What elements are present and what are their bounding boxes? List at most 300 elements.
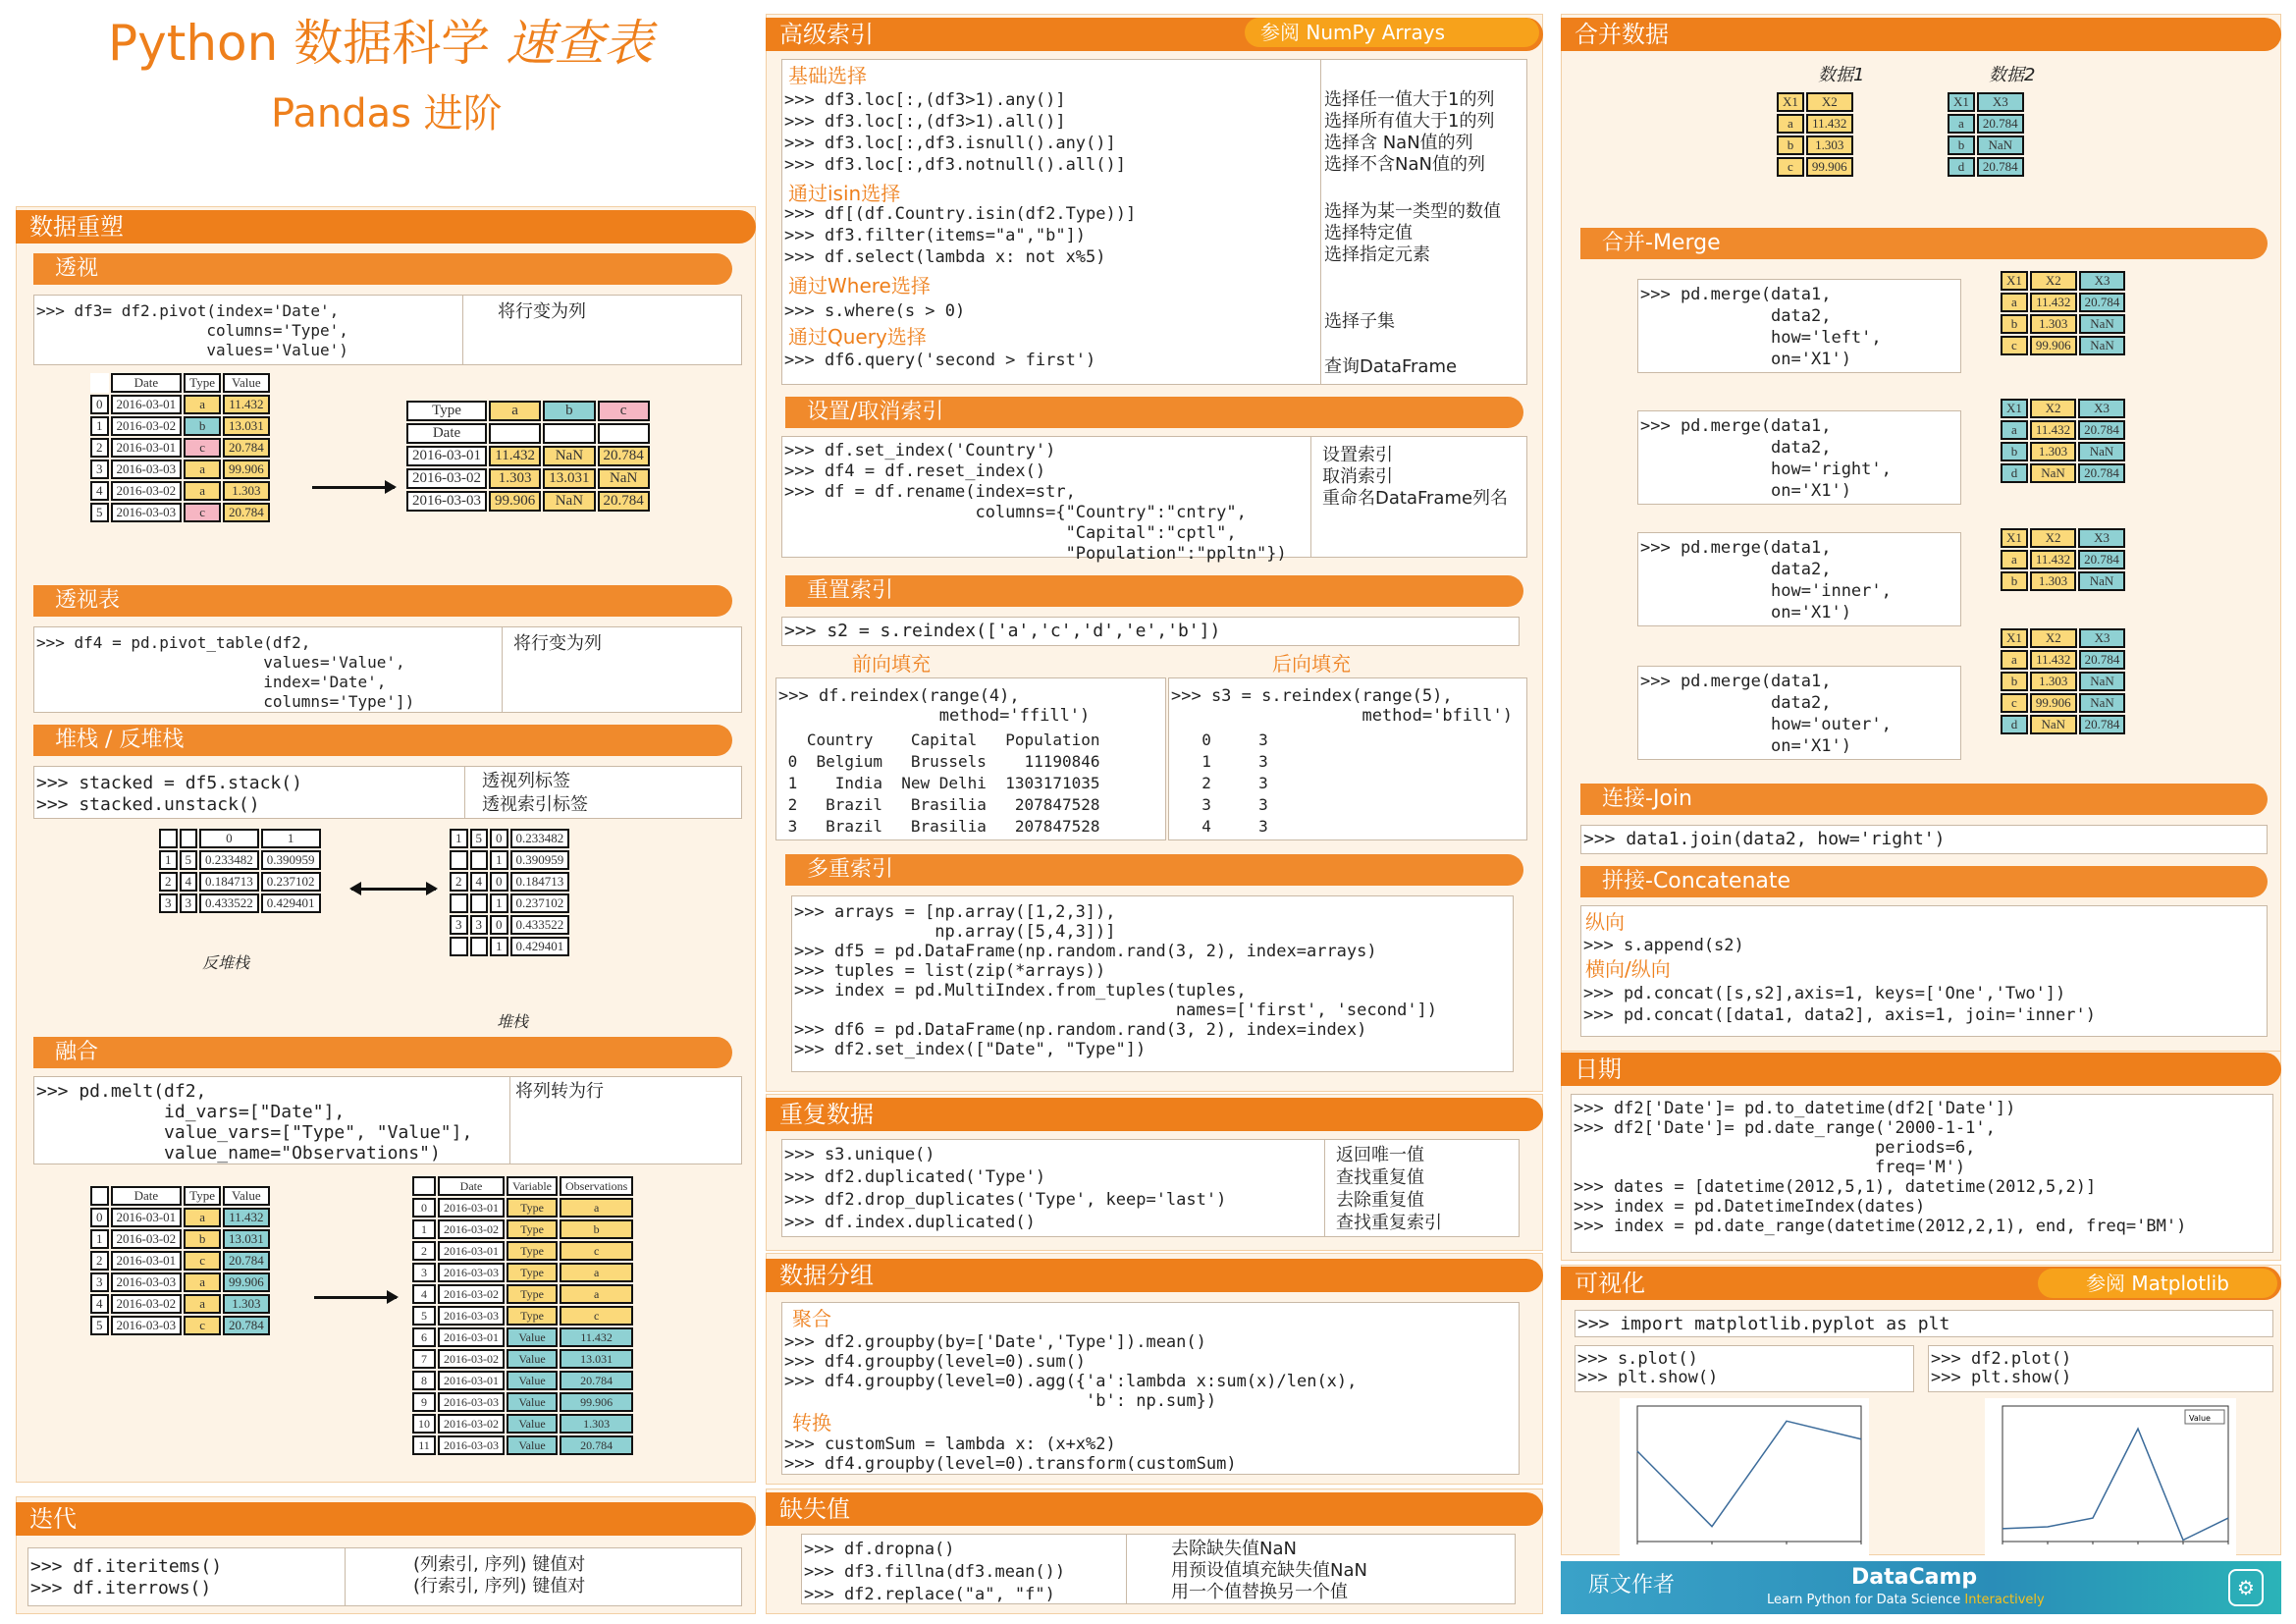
table-cell: b xyxy=(2001,571,2028,591)
setidx-note: 设置索引 取消索引 重命名DataFrame列名 xyxy=(1322,445,1509,509)
table-cell xyxy=(412,1176,436,1196)
bfill-label: 后向填充 xyxy=(1272,652,1351,676)
table-cell: c xyxy=(2001,336,2028,355)
row-index: 3 xyxy=(90,460,109,479)
type-cell: c xyxy=(184,438,221,458)
variable-cell: Value xyxy=(507,1435,558,1455)
table-row xyxy=(412,1435,633,1455)
group-box xyxy=(781,1302,1520,1475)
stack-note-2: 透视索引标签 xyxy=(482,794,588,815)
date-cell: 2016-03-02 xyxy=(438,1219,505,1239)
table-cell: 20.784 xyxy=(2078,550,2125,569)
column-header: Date xyxy=(111,1186,183,1206)
dates-header: 日期 xyxy=(1561,1053,2281,1086)
type-cell: c xyxy=(184,503,221,522)
row-index xyxy=(450,937,468,956)
numpy-ref-link[interactable]: 参阅 NumPy Arrays xyxy=(1245,18,1539,47)
column-header: Date xyxy=(438,1176,505,1196)
merge-code-box xyxy=(1637,666,1961,760)
value-cell: 20.784 xyxy=(223,1316,270,1335)
variable-cell: Value xyxy=(507,1414,558,1434)
merge-code-box xyxy=(1637,532,1961,626)
pivot-table-code: >>> df4 = pd.pivot_table(df2, values='Value', index='Date', columns='Type']) xyxy=(36,633,415,711)
table-row xyxy=(406,468,650,489)
row-index: 0 xyxy=(90,395,109,414)
table-row xyxy=(90,1294,270,1314)
value-cell: 1.303 xyxy=(223,481,270,501)
row-index: 4 xyxy=(470,872,489,892)
row-index: 2 xyxy=(90,1251,109,1271)
table-row xyxy=(90,1272,270,1292)
date-cell: 2016-03-03 xyxy=(438,1435,505,1455)
table-cell: 20.784 xyxy=(2079,293,2126,312)
row-index: 4 xyxy=(180,872,198,892)
type-cell: a xyxy=(184,481,221,501)
table-row xyxy=(406,401,650,421)
table-cell: 11.432 xyxy=(1806,114,1853,134)
variable-cell: Value xyxy=(507,1371,558,1390)
row-index: 1 xyxy=(490,937,508,956)
dup-code: >>> s3.unique() >>> df2.duplicated('Type') >>> df2.drop_duplicates('Type', keep='last') >>> df.index.duplicated() xyxy=(784,1145,1227,1232)
table-cell xyxy=(489,423,541,444)
subtitle: Pandas 进阶 xyxy=(271,91,503,136)
where-note: 选择子集 xyxy=(1324,311,1395,332)
stack-note-1: 透视列标签 xyxy=(482,771,570,791)
table-cell: NaN xyxy=(2079,693,2126,713)
variable-cell: Value xyxy=(507,1349,558,1369)
series-line xyxy=(2002,1429,2228,1540)
column-header: a xyxy=(489,401,541,421)
setidx-code: >>> df.set_index('Country') >>> df4 = df.reset_index() >>> df = df.rename(index=str, columns={"Country":"cntry", "Capital":"cptl", "Population":"ppltn"}) xyxy=(784,441,1287,564)
table-cell: a xyxy=(1948,114,1975,134)
table-row xyxy=(412,1198,633,1218)
date-cell: 2016-03-01 xyxy=(111,395,183,414)
value-cell: 20.784 xyxy=(598,491,650,512)
table-cell xyxy=(159,829,178,848)
value-cell: 13.031 xyxy=(543,468,595,489)
concat-header: 拼接-Concatenate xyxy=(1580,866,2268,897)
df2-body xyxy=(90,373,270,522)
melt-box xyxy=(33,1076,742,1164)
melt-input-table xyxy=(88,1184,272,1337)
table-row xyxy=(90,1208,270,1227)
column-header: Type xyxy=(184,1186,221,1206)
dup-box xyxy=(781,1139,1520,1237)
table-cell xyxy=(598,423,650,444)
variable-cell: Type xyxy=(507,1263,558,1282)
merge-code: >>> pd.merge(data1, data2, how='inner', on='X1') xyxy=(1640,538,1892,623)
row-index: 10 xyxy=(412,1414,436,1434)
join-code: >>> data1.join(data2, how='right') xyxy=(1583,829,1946,849)
column-header: X2 xyxy=(2030,271,2077,291)
type-cell: a xyxy=(184,1294,221,1314)
column-header: c xyxy=(598,401,650,421)
table-cell: 20.784 xyxy=(2079,650,2126,670)
row-index: 2 xyxy=(90,438,109,458)
dup-header: 重复数据 xyxy=(766,1098,1543,1131)
value-cell: 0.429401 xyxy=(510,937,570,956)
variable-cell: Type xyxy=(507,1306,558,1326)
pivot-box xyxy=(33,295,742,365)
type-cell: c xyxy=(184,1251,221,1271)
reshape-header: 数据重塑 xyxy=(16,210,756,244)
table-row xyxy=(1777,114,1853,134)
column-header: X2 xyxy=(2030,399,2076,418)
matplotlib-ref-link[interactable]: 参阅 Matplotlib xyxy=(2038,1269,2277,1298)
type-cell: a xyxy=(184,460,221,479)
table-row xyxy=(90,438,270,458)
table-cell: a xyxy=(1777,114,1804,134)
pivot-arrow xyxy=(312,486,395,489)
iter-code: >>> df.iteritems() >>> df.iterrows() xyxy=(30,1556,223,1598)
row-index xyxy=(450,893,468,913)
value-cell: 0.233482 xyxy=(510,829,570,848)
column-header: X3 xyxy=(1977,92,2024,112)
series-line-chart xyxy=(1620,1398,1869,1555)
data1-table xyxy=(1775,90,1855,179)
table-row xyxy=(2001,463,2125,483)
iter-box xyxy=(27,1547,742,1606)
value-cell: 20.784 xyxy=(598,446,650,466)
row-index: 11 xyxy=(412,1435,436,1455)
melt-output-table xyxy=(410,1174,635,1457)
value-cell: 20.784 xyxy=(223,1251,270,1271)
table-cell: NaN xyxy=(2079,336,2126,355)
table-row xyxy=(2001,293,2125,312)
isin-note: 选择为某一类型的数值 选择特定值 选择指定元素 xyxy=(1324,201,1501,265)
table-row xyxy=(450,829,569,848)
value-cell: 0.433522 xyxy=(510,915,570,935)
pivot-note: 将行变为列 xyxy=(498,301,586,322)
footer-tagline xyxy=(1767,1593,2045,1607)
bfill-table: 0 3 1 3 2 3 3 3 4 3 xyxy=(1201,731,1268,836)
basic-label: 基础选择 xyxy=(788,64,867,87)
table-cell: 1.303 xyxy=(2030,672,2077,691)
vert-label: 纵向 xyxy=(1585,910,1625,934)
stack-arrow xyxy=(351,888,436,891)
row-index: 2 xyxy=(450,872,468,892)
trans-label: 转换 xyxy=(792,1411,831,1435)
table-row xyxy=(1777,135,1853,155)
table-row xyxy=(159,893,321,913)
value-cell: 0.390959 xyxy=(261,850,321,870)
iter-header: 迭代 xyxy=(16,1502,756,1536)
table-cell xyxy=(180,829,198,848)
value-cell: NaN xyxy=(543,446,595,466)
table-row xyxy=(2001,314,2125,334)
table-row xyxy=(90,373,270,393)
pivot-header: 透视 xyxy=(33,253,732,285)
basic-code: >>> df3.loc[:,(df3>1).any()] >>> df3.loc[:,(df3>1).all()] >>> df3.loc[:,df3.isnull().any()] >>> df3.loc[:,df3.notnull().all()] xyxy=(784,90,1126,175)
missing-header: 缺失值 xyxy=(766,1492,1543,1526)
value-cell: 20.784 xyxy=(223,503,270,522)
table-row xyxy=(450,915,569,935)
table-cell: 11.432 xyxy=(2030,293,2077,312)
row-index: 3 xyxy=(180,893,198,913)
table-cell xyxy=(90,1186,109,1206)
observation-cell: 11.432 xyxy=(560,1327,633,1347)
horiz-label: 横向/纵向 xyxy=(1585,957,1671,981)
table-row xyxy=(1777,157,1853,177)
date-cell: 2016-03-02 xyxy=(111,1229,183,1249)
column-header: X1 xyxy=(2001,399,2028,418)
table-cell: 11.432 xyxy=(2030,650,2077,670)
value-cell: 0.429401 xyxy=(261,893,321,913)
date-cell: 2016-03-01 xyxy=(438,1198,505,1218)
legend-label: Value xyxy=(2189,1414,2211,1423)
missing-note: 去除缺失值NaN 用预设值填充缺失值NaN 用一个值替换另一个值 xyxy=(1171,1539,1367,1602)
column-header: Value xyxy=(223,1186,270,1206)
date-cell: 2016-03-01 xyxy=(438,1327,505,1347)
column-header: Type xyxy=(184,373,221,393)
table-cell: NaN xyxy=(2078,442,2125,461)
table-cell: b xyxy=(2001,314,2028,334)
date-cell: 2016-03-03 xyxy=(438,1263,505,1282)
adv-box xyxy=(781,59,1527,385)
footer-brand[interactable]: DataCamp xyxy=(1851,1565,1978,1590)
datacamp-logo-icon: ⚙ xyxy=(2228,1569,2264,1606)
combine-header: 合并数据 xyxy=(1561,18,2281,51)
row-index: 0 xyxy=(490,915,508,935)
ffill-box xyxy=(775,677,1166,840)
table-cell: a xyxy=(2001,293,2028,312)
date-cell: 2016-03-02 xyxy=(111,481,183,501)
column-header: X2 xyxy=(1806,92,1853,112)
row-index: 0 xyxy=(490,829,508,848)
date-cell: 2016-03-03 xyxy=(406,491,487,512)
row-index: 6 xyxy=(412,1327,436,1347)
footer-tagline-text: Learn Python for Data Science xyxy=(1767,1593,1961,1607)
row-index: 1 xyxy=(490,893,508,913)
value-cell: NaN xyxy=(598,468,650,489)
table-cell: 11.432 xyxy=(2030,550,2076,569)
variable-cell: Value xyxy=(507,1327,558,1347)
value-cell: 0.433522 xyxy=(199,893,259,913)
table-row xyxy=(450,937,569,956)
type-cell: a xyxy=(184,395,221,414)
column-header: X2 xyxy=(2030,628,2077,648)
where-label: 通过Where选择 xyxy=(788,274,931,298)
row-index xyxy=(470,937,489,956)
row-index: 1 xyxy=(490,850,508,870)
vis-code1: >>> s.plot() >>> plt.show() xyxy=(1577,1349,1719,1387)
column-header: X3 xyxy=(2078,399,2125,418)
value-cell: NaN xyxy=(543,491,595,512)
table-cell: NaN xyxy=(2078,571,2125,591)
row-index: 5 xyxy=(470,829,489,848)
df-line-chart xyxy=(1985,1398,2236,1555)
table-row xyxy=(90,1251,270,1271)
variable-cell: Type xyxy=(507,1198,558,1218)
observation-cell: c xyxy=(560,1241,633,1261)
row-index: 3 xyxy=(412,1263,436,1282)
row-index: 4 xyxy=(90,1294,109,1314)
table-row xyxy=(412,1306,633,1326)
table-row xyxy=(2001,550,2125,569)
trans-code: >>> customSum = lambda x: (x+x%2) >>> df4.groupby(level=0).transform(customSum) xyxy=(784,1435,1237,1474)
merge-result-table xyxy=(1999,626,2127,736)
date-cell: 2016-03-02 xyxy=(406,468,487,489)
table-cell: 1.303 xyxy=(2030,571,2076,591)
where-code: >>> s.where(s > 0) xyxy=(784,301,966,321)
ffill-table: Country Capital Population 0 Belgium Brussels 11190846 1 India New Delhi 1303171035 2 Brazil Brasilia 207847528 3 Brazil Brasilia 207847528 xyxy=(787,731,1100,836)
isin-label: 通过isin选择 xyxy=(788,182,901,205)
table-row xyxy=(412,1241,633,1261)
table-row xyxy=(450,872,569,892)
multi-box xyxy=(791,895,1514,1072)
footer-bar xyxy=(1561,1561,2281,1614)
date-cell: 2016-03-03 xyxy=(438,1306,505,1326)
observation-cell: b xyxy=(560,1219,633,1239)
basic-note: 选择任一值大于1的列 选择所有值大于1的列 选择含 NaN值的列 选择不含NaN值的列 xyxy=(1324,89,1495,175)
table-cell: 1.303 xyxy=(1806,135,1853,155)
multi-code: >>> arrays = [np.array([1,2,3]), np.array([5,4,3])] >>> df5 = pd.DataFrame(np.random.rand(3, 2), index=arrays) >>> tuples = list(zip(*arrays)) >>> index = pd.MultiIndex.from_tuples(tuples, names=['first', 'second']) >>> df6 = pd.DataFrame(np.random.rand(3, 2), index=index) >>> df2.set_index(["Date", "Type"]) xyxy=(794,902,1438,1059)
value-cell: 11.432 xyxy=(223,1208,270,1227)
column-header: X3 xyxy=(2078,528,2125,548)
df3-table xyxy=(404,399,652,514)
vert-code: >>> s.append(s2) xyxy=(1583,936,1744,955)
merge-result-table xyxy=(1999,269,2127,357)
table-cell: 99.906 xyxy=(2030,693,2077,713)
date-cell: 2016-03-03 xyxy=(111,503,183,522)
column-header: X3 xyxy=(2079,628,2126,648)
table-row xyxy=(412,1176,633,1196)
row-index: 1 xyxy=(412,1219,436,1239)
missing-code: >>> df.dropna() >>> df3.fillna(df3.mean()) >>> df2.replace("a", "f") xyxy=(804,1540,1066,1604)
table-row xyxy=(1948,92,2024,112)
value-cell: 0.237102 xyxy=(261,872,321,892)
observation-cell: 13.031 xyxy=(560,1349,633,1369)
row-index xyxy=(470,893,489,913)
column-header: X1 xyxy=(1777,92,1804,112)
column-header: X1 xyxy=(1948,92,1975,112)
table-cell: 20.784 xyxy=(1977,114,2024,134)
table-row xyxy=(1948,135,2024,155)
value-cell: 13.031 xyxy=(223,1229,270,1249)
row-index: 2 xyxy=(159,872,178,892)
column-header: 0 xyxy=(199,829,259,848)
value-cell: 0.184713 xyxy=(199,872,259,892)
join-box xyxy=(1580,825,2268,854)
table-cell: c xyxy=(2001,693,2028,713)
bfill-code: >>> s3 = s.reindex(range(5), method='bfill') xyxy=(1171,686,1513,726)
date-cell: 2016-03-01 xyxy=(438,1371,505,1390)
column-header: X1 xyxy=(2001,628,2028,648)
title-italic: 速查表 xyxy=(506,15,654,72)
table-row xyxy=(90,460,270,479)
value-cell: 0.237102 xyxy=(510,893,570,913)
date-cell: 2016-03-02 xyxy=(438,1349,505,1369)
row-index: 0 xyxy=(90,1208,109,1227)
observation-cell: 20.784 xyxy=(560,1435,633,1455)
date-cell: 2016-03-03 xyxy=(111,460,183,479)
type-cell: c xyxy=(184,1316,221,1335)
table-row xyxy=(2001,336,2125,355)
date-cell: 2016-03-01 xyxy=(111,438,183,458)
table-cell: NaN xyxy=(2030,463,2076,483)
title xyxy=(108,14,653,73)
table-row xyxy=(1948,157,2024,177)
multi-header: 多重索引 xyxy=(785,854,1523,886)
agg-code: >>> df2.groupby(by=['Date','Type']).mean() >>> df4.groupby(level=0).sum() >>> df4.groupby(level=0).agg({'a':lambda x:sum(x)/len(x), 'b': np.sum}) xyxy=(784,1332,1358,1411)
table-row xyxy=(406,446,650,466)
table-cell: d xyxy=(2001,463,2028,483)
series-line xyxy=(1637,1421,1861,1526)
title-main: Python 数据科学 xyxy=(108,15,491,72)
table-row xyxy=(90,481,270,501)
date-cell: 2016-03-01 xyxy=(406,446,487,466)
variable-cell: Value xyxy=(507,1392,558,1412)
pivot-table-box xyxy=(33,626,742,713)
horiz-code: >>> pd.concat([s,s2],axis=1, keys=['One','Two']) >>> pd.concat([data1, data2], axis=1, join='inner') xyxy=(1583,984,2096,1025)
table-row xyxy=(450,850,569,870)
table-row xyxy=(1777,92,1853,112)
table-row xyxy=(412,1414,633,1434)
date-cell: 2016-03-02 xyxy=(111,416,183,436)
row-index: 3 xyxy=(159,893,178,913)
row-index: 5 xyxy=(90,1316,109,1335)
date-cell: 2016-03-02 xyxy=(111,1294,183,1314)
dates-code: >>> df2['Date']= pd.to_datetime(df2['Date']) >>> df2['Date']= pd.date_range('2000-1-1', periods=6, freq='M') >>> dates = [datetime(2012,5,1), datetime(2012,5,2)] >>> index = pd.DatetimeIndex(dates) >>> index = pd.date_range(datetime(2012,2,1), end, freq='BM') xyxy=(1574,1099,2187,1236)
date-cell: 2016-03-03 xyxy=(111,1272,183,1292)
row-index: 0 xyxy=(490,872,508,892)
table-cell: NaN xyxy=(2079,314,2126,334)
table-cell: d xyxy=(1948,157,1975,177)
reidx-code: >>> s2 = s.reindex(['a','c','d','e','b']) xyxy=(784,621,1221,641)
row-index: 3 xyxy=(450,915,468,935)
observation-cell: 1.303 xyxy=(560,1414,633,1434)
vis-header: 可视化 xyxy=(1561,1267,2281,1300)
table-cell: 1.303 xyxy=(2030,442,2076,461)
table-row xyxy=(90,1229,270,1249)
table-row xyxy=(406,491,650,512)
table-row xyxy=(2001,628,2125,648)
merge-header: 合并-Merge xyxy=(1580,228,2268,259)
query-code: >>> df6.query('second > first') xyxy=(784,351,1096,370)
table-row xyxy=(450,893,569,913)
table-cell: 20.784 xyxy=(2078,420,2125,440)
pivot-table-note: 将行变为列 xyxy=(513,633,602,654)
value-cell: 99.906 xyxy=(223,1272,270,1292)
melt-header: 融合 xyxy=(33,1037,732,1068)
footer-tagline-em: Interactively xyxy=(1964,1593,2045,1607)
query-label: 通过Query选择 xyxy=(788,325,927,349)
column-header: b xyxy=(543,401,595,421)
table-row xyxy=(412,1392,633,1412)
column-header: Value xyxy=(223,373,270,393)
observation-cell: a xyxy=(560,1284,633,1304)
table-row xyxy=(412,1219,633,1239)
row-index: 1 xyxy=(450,829,468,848)
pivot-table-header: 透视表 xyxy=(33,585,732,617)
table-row xyxy=(90,503,270,522)
stacked-caption: 堆栈 xyxy=(497,1012,529,1031)
observation-cell: a xyxy=(560,1198,633,1218)
type-cell: b xyxy=(184,1229,221,1249)
date-cell: 2016-03-01 xyxy=(438,1241,505,1261)
vis-import-code: >>> import matplotlib.pyplot as plt xyxy=(1577,1314,1950,1334)
vis-code1-box xyxy=(1575,1345,1914,1392)
date-cell: 2016-03-02 xyxy=(438,1284,505,1304)
table-row xyxy=(159,850,321,870)
value-cell: 99.906 xyxy=(489,491,541,512)
table-row xyxy=(90,416,270,436)
bfill-box xyxy=(1168,677,1527,840)
table-cell: 1.303 xyxy=(2030,314,2077,334)
isin-code: >>> df[(df.Country.isin(df2.Type))] >>> df3.filter(items="a","b"]) >>> df.select(lambda x: not x%5) xyxy=(784,204,1137,267)
type-cell: a xyxy=(184,1208,221,1227)
merge-code: >>> pd.merge(data1, data2, how='outer', on='X1') xyxy=(1640,672,1892,756)
